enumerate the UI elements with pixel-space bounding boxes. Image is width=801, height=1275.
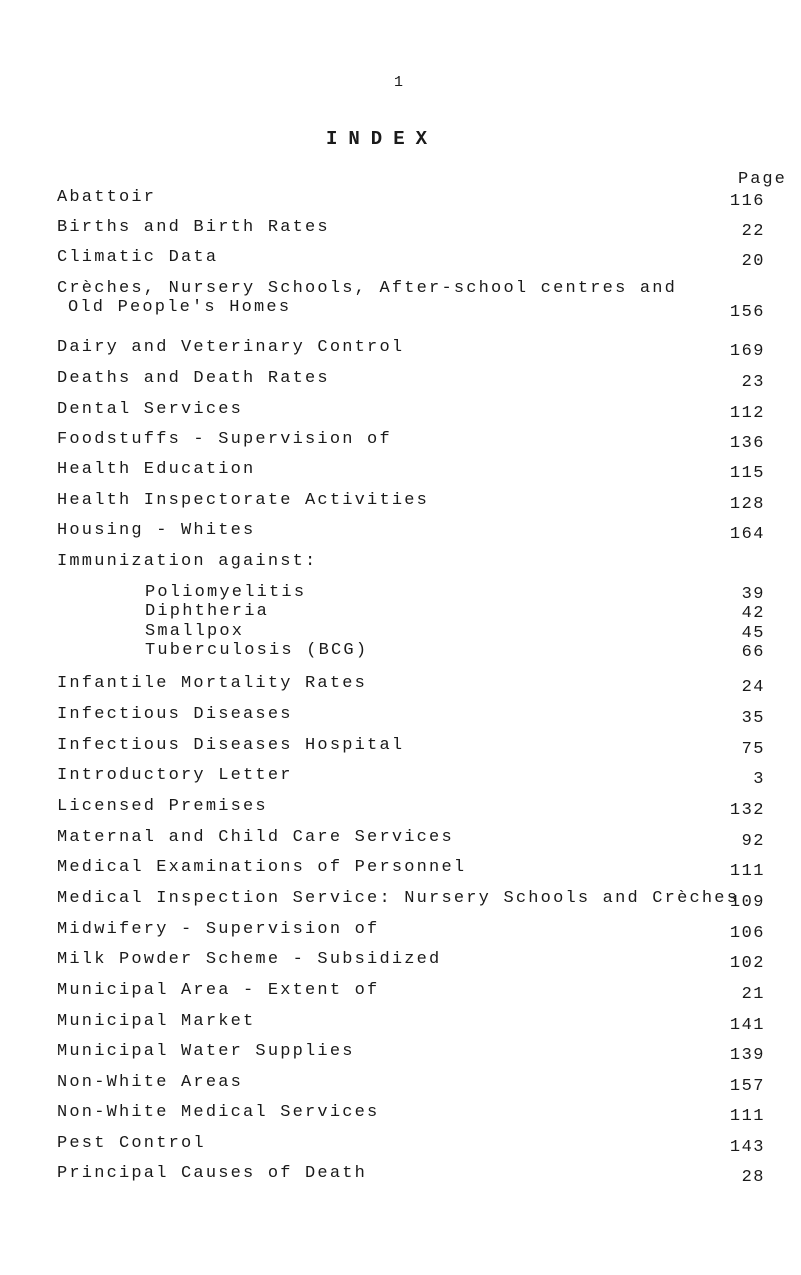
index-title: INDEX — [326, 128, 439, 150]
entry-page: 22 — [741, 222, 765, 241]
entry-label: Health Inspectorate Activities — [57, 491, 430, 510]
entry-page: 139 — [729, 1046, 765, 1065]
entry-page: 136 — [729, 434, 765, 453]
entry-label: Housing - Whites — [57, 521, 256, 540]
entry-page: 157 — [729, 1077, 765, 1096]
entry-page: 45 — [741, 624, 765, 643]
page-number: 1 — [394, 74, 404, 91]
entry-page: 111 — [729, 862, 765, 881]
entry-page: 116 — [729, 192, 765, 211]
entry-page: 23 — [741, 373, 765, 392]
entry-label: Health Education — [57, 460, 256, 479]
entry-page: 42 — [741, 604, 765, 623]
entry-label: Infectious Diseases — [57, 705, 293, 724]
entry-page: 21 — [741, 985, 765, 1004]
entry-label: Dental Services — [57, 400, 244, 419]
entry-page: 169 — [729, 342, 765, 361]
entry-label: Municipal Area - Extent of — [57, 981, 380, 1000]
entry-page: 28 — [741, 1168, 765, 1187]
entry-label: Medical Examinations of Personnel — [57, 858, 467, 877]
entry-label: Medical Inspection Service: Nursery Schools and Crèches — [57, 889, 740, 908]
entry-page: 111 — [729, 1107, 765, 1126]
entry-page: 141 — [729, 1016, 765, 1035]
page-column-heading: Page — [738, 170, 787, 189]
entry-label: Municipal Market — [57, 1012, 256, 1031]
entry-page: 24 — [741, 678, 765, 697]
entry-label: Maternal and Child Care Services — [57, 828, 454, 847]
entry-page: 66 — [741, 643, 765, 662]
entry-label: Tuberculosis (BCG) — [145, 641, 369, 660]
entry-label: Climatic Data — [57, 248, 219, 267]
entry-page: 109 — [729, 893, 765, 912]
entry-label: Smallpox — [145, 622, 245, 641]
entry-label: Diphtheria — [145, 602, 270, 621]
entry-label: Non-White Medical Services — [57, 1103, 380, 1122]
entry-page: 112 — [729, 404, 765, 423]
entry-label: Introductory Letter — [57, 766, 293, 785]
entry-page: 3 — [753, 770, 765, 789]
entry-label: Milk Powder Scheme - Subsidized — [57, 950, 442, 969]
entry-page: 156 — [729, 303, 765, 322]
entry-label: Dairy and Veterinary Control — [57, 338, 405, 357]
entry-label: Non-White Areas — [57, 1073, 244, 1092]
entry-label: Pest Control — [57, 1134, 206, 1153]
entry-label: Municipal Water Supplies — [57, 1042, 355, 1061]
entry-label-continued: Old People's Homes — [68, 298, 292, 317]
entry-label: Infectious Diseases Hospital — [57, 736, 405, 755]
entry-label: Principal Causes of Death — [57, 1164, 368, 1183]
entry-page: 143 — [729, 1138, 765, 1157]
entry-page: 106 — [729, 924, 765, 943]
entry-page: 164 — [729, 525, 765, 544]
entry-label: Foodstuffs - Supervision of — [57, 430, 392, 449]
entry-page: 35 — [741, 709, 765, 728]
entry-page: 20 — [741, 252, 765, 271]
entry-label: Deaths and Death Rates — [57, 369, 330, 388]
entry-page: 128 — [729, 495, 765, 514]
entry-page: 102 — [729, 954, 765, 973]
entry-label: Infantile Mortality Rates — [57, 674, 368, 693]
entry-label: Midwifery - Supervision of — [57, 920, 380, 939]
entry-page: 39 — [741, 585, 765, 604]
entry-label: Births and Birth Rates — [57, 218, 330, 237]
entry-label: Immunization against: — [57, 552, 318, 571]
entry-page: 132 — [729, 801, 765, 820]
entry-label: Abattoir — [57, 188, 157, 207]
entry-label: Licensed Premises — [57, 797, 268, 816]
entry-label: Poliomyelitis — [145, 583, 307, 602]
entry-page: 75 — [741, 740, 765, 759]
entry-label: Crèches, Nursery Schools, After-school centres and — [57, 279, 678, 298]
entry-page: 115 — [729, 464, 765, 483]
entry-page: 92 — [741, 832, 765, 851]
